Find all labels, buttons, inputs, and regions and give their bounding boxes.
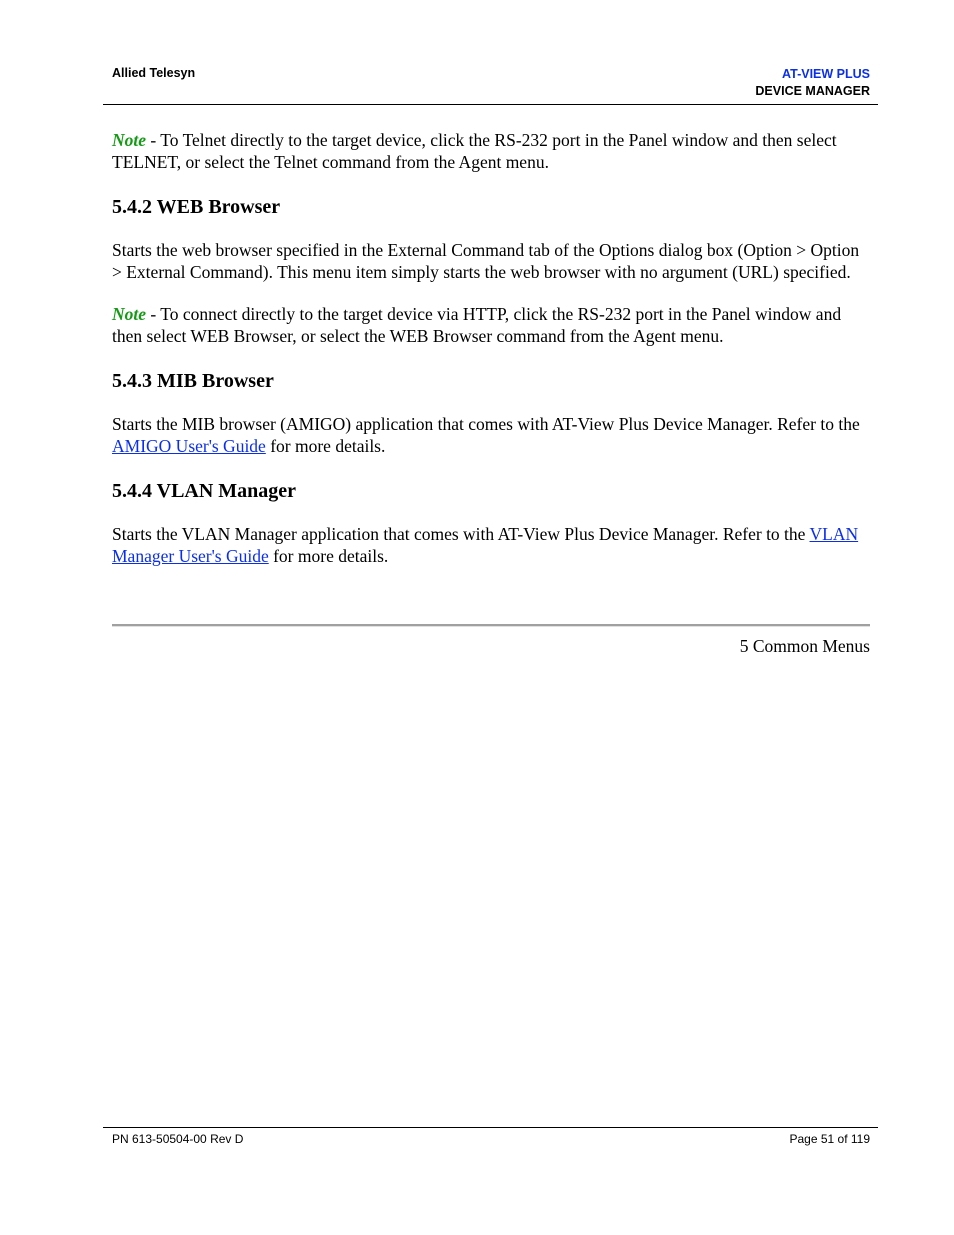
page-content (112, 129, 872, 567)
section-footer-label: 5 Common Menus (739, 636, 870, 656)
web-browser-body: Starts the web browser specified in the External Command tab of the Options dialog box (Option > Option > External Command). This menu item simply starts the web browser with no argument (URL) specified. (112, 240, 860, 282)
vlan-manager-body (112, 523, 872, 567)
web-browser-note (112, 303, 872, 347)
amigo-guide-link[interactable]: AMIGO User's Guide (112, 436, 266, 456)
header-title-block (755, 66, 870, 100)
section-heading-vlan-manager: 5.4.4 VLAN Manager (112, 480, 297, 502)
mib-body-tail: for more details. (265, 436, 386, 456)
footer-part-number: PN 613-50504-00 Rev D (112, 1132, 244, 1146)
header-company: Allied Telesyn (112, 66, 196, 80)
mib-browser-body (112, 413, 872, 457)
telnet-note (112, 129, 872, 173)
vlan-guide-link[interactable]: VLAN Manager User's Guide (112, 524, 859, 566)
vlan-body-tail: for more details. (268, 546, 389, 566)
note-label: Note (112, 304, 147, 324)
header-subtitle: DEVICE MANAGER (755, 84, 870, 98)
note-text: - To connect directly to the target device via HTTP, click the RS-232 port in the Panel window and then select WEB Browser, or select the WEB Browser command from the Agent menu. (112, 304, 842, 346)
footer-rule (103, 1127, 878, 1128)
footer-page-number: Page 51 of 119 (789, 1132, 870, 1146)
section-heading-mib-browser: 5.4.3 MIB Browser (112, 370, 274, 392)
header-rule (103, 104, 878, 105)
section-heading-web-browser: 5.4.2 WEB Browser (112, 196, 281, 218)
vlan-body-text: Starts the VLAN Manager application that comes with AT-View Plus Device Manager. Refer to the (112, 524, 810, 544)
header-product: AT-VIEW PLUS (782, 67, 870, 81)
note-label: Note (112, 130, 147, 150)
section-rule (112, 624, 870, 627)
mib-body-text: Starts the MIB browser (AMIGO) application that comes with AT-View Plus Device Manager. Refer to the (112, 414, 860, 434)
note-text: - To Telnet directly to the target device, click the RS-232 port in the Panel window and then select TELNET, or select the Telnet command from the Agent menu. (112, 130, 837, 172)
